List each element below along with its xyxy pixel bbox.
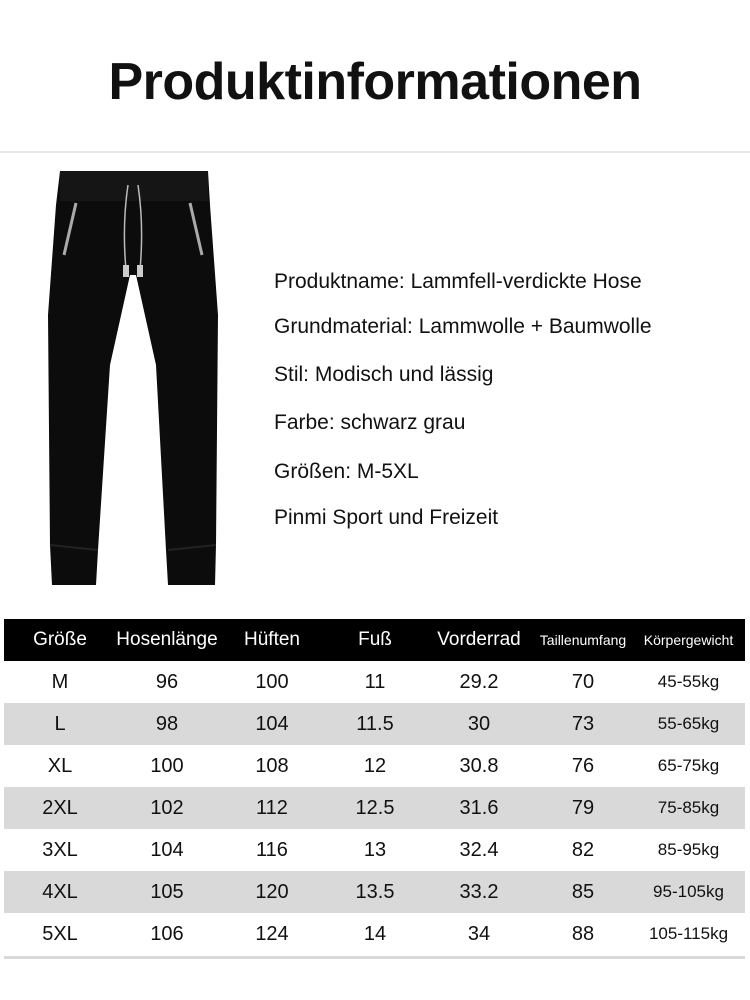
table-cell: 13.5 xyxy=(355,880,395,903)
size-table xyxy=(4,619,745,959)
table-cell: 79 xyxy=(571,796,595,819)
table-cell: 124 xyxy=(255,922,289,945)
table-cell: 76 xyxy=(571,754,595,777)
table-cell: XL xyxy=(47,754,73,777)
table-cell: 100 xyxy=(150,754,184,777)
table-cell: 95-105kg xyxy=(653,882,724,901)
table-cell: 4XL xyxy=(42,880,78,903)
column-header: Hüften xyxy=(244,629,300,650)
table-cell: 12 xyxy=(363,754,387,777)
table-cell: L xyxy=(54,712,66,735)
table-cell: 105-115kg xyxy=(648,924,729,943)
table-row xyxy=(4,871,745,913)
column-header: Hosenlänge xyxy=(116,629,218,650)
table-cell: 100 xyxy=(255,670,289,693)
table-cell: 5XL xyxy=(42,922,78,945)
table-cell: 73 xyxy=(571,712,595,735)
column-header: Größe xyxy=(33,629,87,650)
table-cell: 45-55kg xyxy=(657,672,720,691)
table-cell: 85-95kg xyxy=(657,840,720,859)
info-color: Farbe: schwarz grau xyxy=(274,411,466,434)
table-cell: 104 xyxy=(255,712,289,735)
table-header xyxy=(4,619,745,661)
table-cell: 13 xyxy=(363,838,387,861)
table-row xyxy=(4,745,745,787)
table-cell: 120 xyxy=(255,880,289,903)
table-cell: 116 xyxy=(256,838,288,861)
table-cell: 106 xyxy=(150,922,184,945)
table-cell: 70 xyxy=(571,670,595,693)
table-cell: 11 xyxy=(364,670,386,693)
table-cell: 82 xyxy=(571,838,595,861)
column-header: Körpergewicht xyxy=(643,632,734,648)
table-row xyxy=(4,787,745,829)
table-cell: 32.4 xyxy=(459,838,499,861)
column-header: Vorderrad xyxy=(437,629,521,650)
table-cell: 102 xyxy=(150,796,184,819)
table-row xyxy=(4,913,745,955)
table-cell: M xyxy=(51,670,69,693)
table-cell: 96 xyxy=(155,670,179,693)
table-cell: 104 xyxy=(150,838,184,861)
table-cell: 88 xyxy=(571,922,595,945)
table-cell: 105 xyxy=(150,880,184,903)
table-cell: 31.6 xyxy=(459,796,499,819)
info-sizes: Größen: M-5XL xyxy=(274,460,419,483)
table-row xyxy=(4,703,745,745)
divider xyxy=(0,151,750,153)
table-cell: 75-85kg xyxy=(657,798,720,817)
table-cell: 65-75kg xyxy=(657,756,720,775)
table-cell: 30 xyxy=(467,712,491,735)
table-cell: 34 xyxy=(467,922,491,945)
table-cell: 55-65kg xyxy=(657,714,720,733)
table-cell: 14 xyxy=(363,922,387,945)
table-cell: 112 xyxy=(256,796,288,819)
table-cell: 108 xyxy=(255,754,289,777)
table-cell: 11.5 xyxy=(356,712,394,735)
column-header: Taillenumfang xyxy=(539,632,627,648)
info-material: Grundmaterial: Lammwolle + Baumwolle xyxy=(274,315,652,338)
info-product-name: Produktname: Lammfell-verdickte Hose xyxy=(274,270,642,293)
table-cell: 3XL xyxy=(42,838,78,861)
table-bottom-line xyxy=(4,956,745,959)
table-cell: 12.5 xyxy=(355,796,395,819)
table-cell: 33.2 xyxy=(459,880,499,903)
column-header: Fuß xyxy=(358,629,392,650)
page-title: Produktinformationen xyxy=(108,53,642,111)
table-cell: 29.2 xyxy=(459,670,499,693)
table-cell: 85 xyxy=(571,880,595,903)
info-category: Pinmi Sport und Freizeit xyxy=(274,506,499,529)
info-style: Stil: Modisch und lässig xyxy=(274,363,494,386)
table-cell: 98 xyxy=(155,712,179,735)
table-cell: 2XL xyxy=(42,796,78,819)
table-cell: 30.8 xyxy=(459,754,499,777)
pants-product-image xyxy=(38,165,228,595)
table-row xyxy=(4,661,745,703)
table-row xyxy=(4,829,745,871)
